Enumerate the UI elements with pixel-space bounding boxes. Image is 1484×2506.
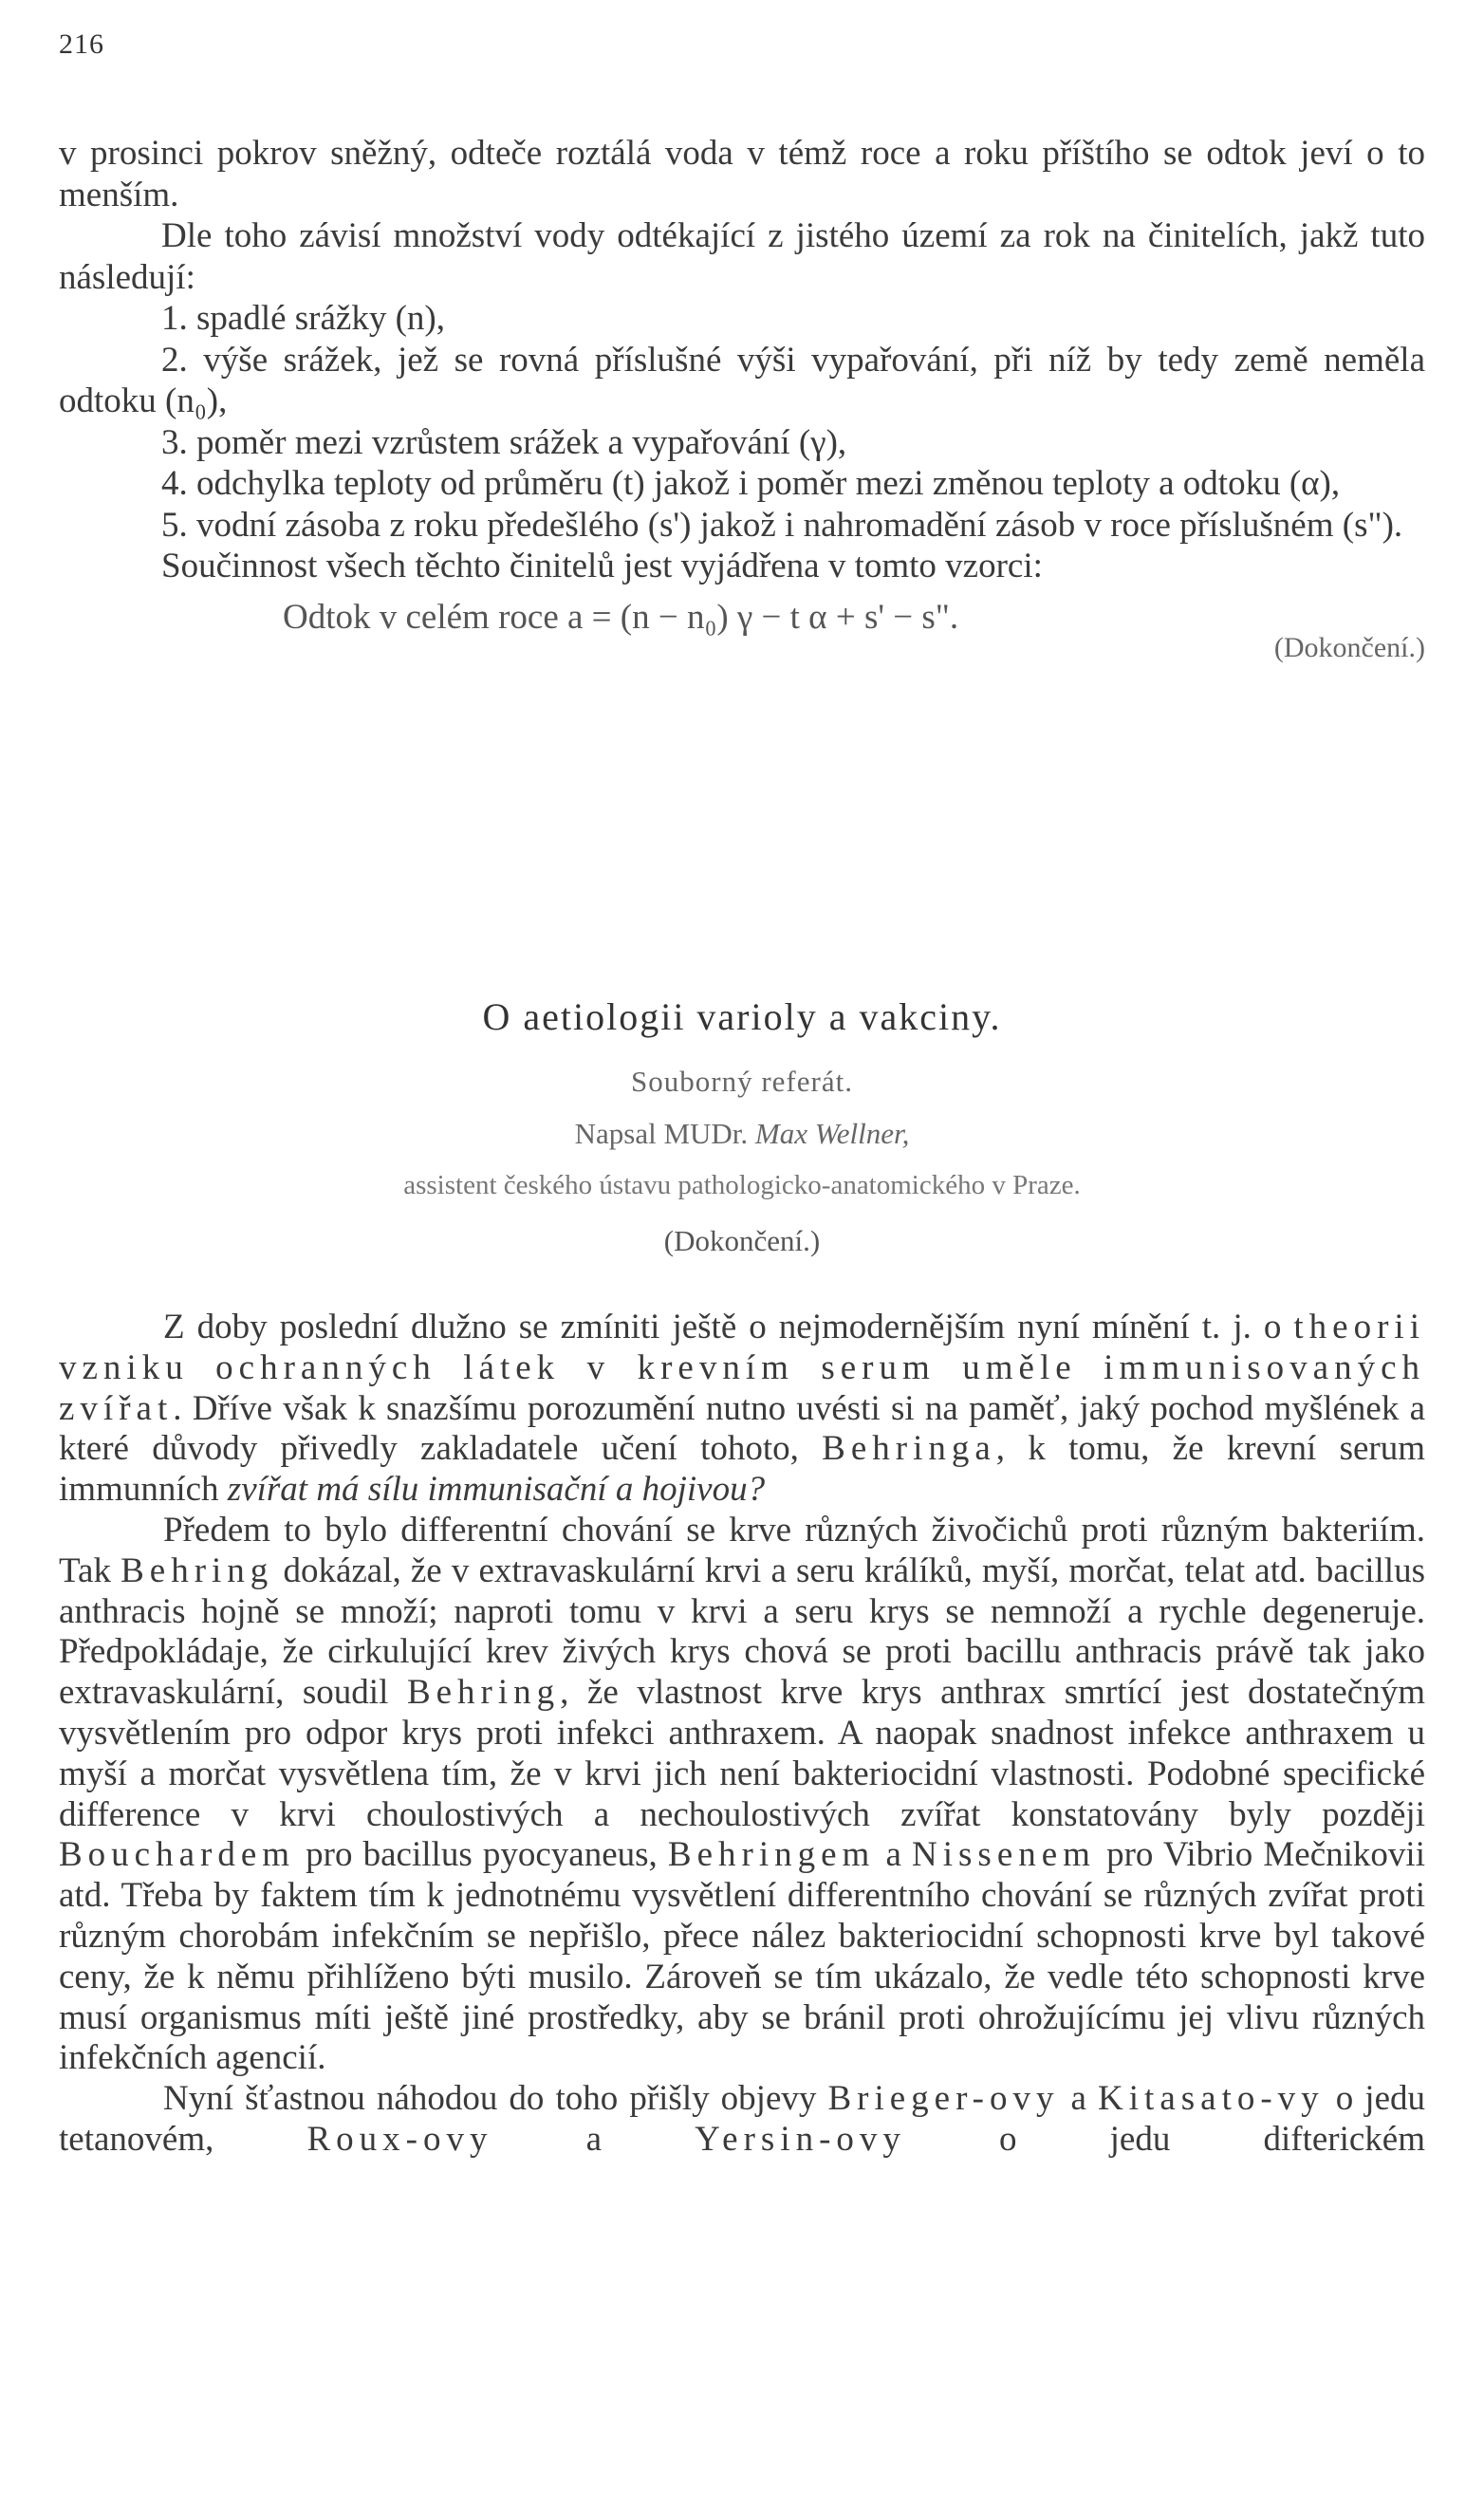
author-name: Max Wellner, <box>754 1117 910 1150</box>
paragraph <box>59 1308 1425 1511</box>
article-title: O aetiologii varioly a vakciny. <box>482 995 1002 1038</box>
text: , k tomu, že krevní serum immunních <box>59 1429 1425 1510</box>
text: , že vlastnost krve krys anthrax smrtící jest dostatečným vysvětlením pro odpor krys proti infekci anthraxem. A naopak snadnost infekce anthraxem u myší a morčat vysvětlena tím, že v krvi jich není bakteriocidní vlastnosti. Podobné specifické difference v krvi choulostivých a nechoulostivých zvířat konstatovány byly později <box>59 1673 1426 1834</box>
formula: Odtok v celém roce a = (n − n₀) γ − t α + s' − s". <box>283 597 959 637</box>
paragraph <box>59 1511 1425 2079</box>
formula-line <box>59 597 1425 663</box>
article-subtitle: Souborný referát. <box>631 1065 853 1098</box>
text: . Dříve však k snazšímu porozumění nutno uvésti si na paměť, jaký pochod myšlének a které důvody přivedly zakladatele učení tohoto, <box>59 1388 1425 1469</box>
article-author <box>59 1117 1425 1151</box>
spaced-name: Behring <box>406 1673 561 1713</box>
spaced-name: Yersin-ovy <box>695 2119 906 2159</box>
list-item: 3. poměr mezi vzrůstem srážek a vypařování (γ), <box>161 422 847 462</box>
spaced-name: Nissenem <box>912 1835 1096 1875</box>
author-affiliation: assistent českého ústavu pathologicko-anatomického v Praze. <box>403 1170 1081 1200</box>
continuation-note: (Dokončení.) <box>663 1224 821 1257</box>
list-item: 5. vodní zásoba z roku předešlého (s') jakož i nahromadění zásob v roce příslušném (s"). <box>161 505 1403 545</box>
spaced-emphasis: theorii vzniku ochranných látek v krevním serum uměle immunisovaných zvířat <box>59 1308 1425 1428</box>
text: a <box>492 2119 696 2159</box>
continuation-note: (Dokončení.) <box>1273 631 1425 663</box>
author-prefix: Napsal MUDr. <box>574 1117 755 1150</box>
text: pro Vibrio Mečnikovii atd. Třeba by faktem tím k jednotnému vysvětlení differentního chování se různých zvířat proti různým chorobám infekčním se nepřišlo, přece nález bakteriocidní schopnosti krve byl takové ceny, že k němu přihlíženo býti musilo. Zároveň se tím ukázalo, že vedle této schopnosti krve musí organismus míti ještě jiné prostředky, aby se bránil proti ohrožujícímu jej vlivu různých infekčních agencií. <box>59 1835 1425 2078</box>
spaced-name: Behring <box>121 1550 274 1590</box>
list-item: 4. odchylka teploty od průměru (t) jakož i poměr mezi změnou teploty a odtoku (α), <box>161 464 1341 503</box>
paragraph: v prosinci pokrov sněžný, odteče roztálá voda v témž roce a roku příštího se odtok jeví o to menším. <box>59 134 1425 214</box>
text: Předem to bylo differentní chování se krve různých živočichů proti různým bakteriím. Tak <box>59 1510 1425 1590</box>
text: o jedu tetanovém, <box>59 2079 1426 2159</box>
spaced-name: Kitasato-vy <box>1098 2079 1325 2119</box>
spaced-name: Bouchardem <box>59 1835 296 1875</box>
text: Z doby poslední dlužno se zmíniti ještě o nejmodernějším nyní mínění t. j. o <box>163 1308 1294 1346</box>
spaced-name: Behringa <box>822 1429 996 1469</box>
text: a <box>875 1835 913 1875</box>
paragraph <box>59 2079 1425 2161</box>
text: Nyní šťastnou náhodou do toho přišly objevy <box>163 2079 828 2119</box>
list-item: 2. výše srážek, jež se rovná příslušné výši vypařování, při níž by tedy země neměla odtoku (n₀), <box>59 340 1425 420</box>
paragraph: Součinnost všech těchto činitelů jest vyjádřena v tomto vzorci: <box>161 547 1043 585</box>
spaced-name: Brieger-ovy <box>827 2079 1060 2119</box>
list-item: 1. spadlé srážky (n), <box>161 299 445 338</box>
text: a <box>1059 2079 1099 2119</box>
text: dokázal, že v extravaskulární krvi a seru králíků, myší, morčat, telat atd. bacillus anthracis hojně se množí; naproti tomu v krvi a seru krys se nemnoží a rychle degeneruje. Předpokládaje, že cirkulující krev živých krys chová se proti bacillu anthracis právě tak jako extravaskulární, soudil <box>59 1550 1425 1713</box>
section-previous-article <box>59 133 1425 663</box>
text: pro bacillus pyocyaneus, <box>295 1835 668 1875</box>
spaced-name: Behringem <box>667 1835 876 1875</box>
article-body <box>59 1308 1425 2161</box>
page-number: 216 <box>59 28 104 60</box>
text: o jedu difterickém <box>905 2119 1426 2159</box>
paragraph: Dle toho závisí množství vody odtékající z jistého území za rok na činitelích, jakž tuto následují: <box>59 216 1425 297</box>
italic-text: zvířat má sílu immunisační a hojivou? <box>227 1470 766 1510</box>
spaced-name: Roux-ovy <box>306 2119 493 2159</box>
